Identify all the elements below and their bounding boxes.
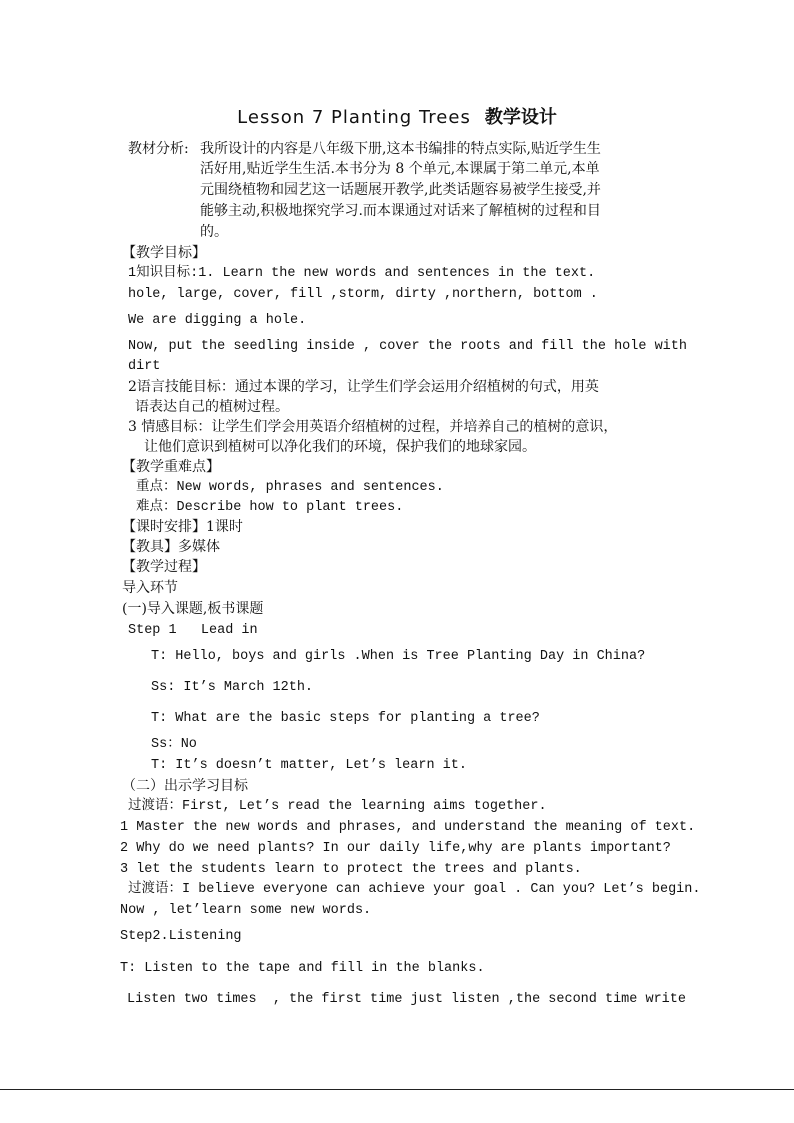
tools-label: 【教具】 <box>122 539 178 555</box>
title-chinese: 教学设计 <box>484 107 557 128</box>
objective-emotion-a: 3 情感目标：让学生们学会用英语介绍植树的过程，并培养自己的植树的意识， <box>128 419 618 435</box>
process-heading: 【教学过程】 <box>122 559 206 575</box>
objectives-heading: 【教学目标】 <box>122 245 206 261</box>
objective-emotion-b: 让他们意识到植树可以净化我们的环境，保护我们的地球家园。 <box>144 439 536 455</box>
objective-sentence-1: We are digging a hole. <box>128 313 307 328</box>
key-points-heading: 【教学重难点】 <box>122 459 220 475</box>
analysis-label: 教材分析: <box>128 141 189 157</box>
dialog-line-4: Ss：No <box>151 737 197 752</box>
transition-2b: Now , let’learn some new words. <box>120 903 372 918</box>
page-title <box>0 106 794 130</box>
step-2-note: Listen two times , the first time just listen ,the second time write <box>127 992 686 1007</box>
objective-knowledge: 1知识目标:1. Learn the new words and sentences in the text. <box>128 266 596 281</box>
transition-1: 过渡语：First, Let’s read the learning aims together. <box>128 799 547 814</box>
process-intro: 导入环节 <box>122 580 178 596</box>
step-1: Step 1 Lead in <box>128 623 258 638</box>
tools-row <box>122 538 220 556</box>
step-2-instruction: T: Listen to the tape and fill in the blanks. <box>120 961 485 976</box>
schedule-label: 【课时安排】 <box>122 519 206 535</box>
transition-2a: 过渡语：I believe everyone can achieve your goal . Can you? Let’s begin. <box>128 882 701 897</box>
footer-divider <box>0 1089 794 1090</box>
objective-words: hole, large, cover, fill ,storm, dirty ,northern, bottom . <box>128 287 598 302</box>
dialog-line-1: T: Hello, boys and girls .When is Tree Planting Day in China? <box>151 649 646 664</box>
analysis-line-1: 我所设计的内容是八年级下册,这本书编排的特点实际,贴近学生生 <box>200 141 601 157</box>
aim-2: 2 Why do we need plants? In our daily life,why are plants important? <box>120 841 671 856</box>
analysis-line-5: 的。 <box>200 224 228 240</box>
analysis-line-2: 活好用,贴近学生生活.本书分为 8 个单元,本课属于第二单元,本单 <box>200 161 600 177</box>
schedule-value: 1课时 <box>206 519 243 535</box>
dialog-line-5: T: It’s doesn’t matter, Let’s learn it. <box>151 758 467 773</box>
title-english: Lesson 7 Planting Trees <box>237 107 471 128</box>
dialog-line-2: Ss: It’s March 12th. <box>151 680 314 695</box>
objective-sentence-2a: Now, put the seedling inside , cover the roots and fill the hole with <box>128 339 687 354</box>
analysis-line-3: 元围绕植物和园艺这一话题展开教学,此类话题容易被学生接受,并 <box>200 182 601 198</box>
step-2: Step2.Listening <box>120 929 242 944</box>
objective-skill-a: 2语言技能目标：通过本课的学习，让学生们学会运用介绍植树的句式，用英 <box>128 379 599 395</box>
schedule-row <box>122 518 243 536</box>
key-point-difficulty: 难点：Describe how to plant trees. <box>136 500 404 515</box>
aim-3: 3 let the students learn to protect the trees and plants. <box>120 862 582 877</box>
process-sub-2: （二）出示学习目标 <box>122 778 248 794</box>
dialog-line-3: T: What are the basic steps for planting a tree? <box>151 711 540 726</box>
aim-1: 1 Master the new words and phrases, and understand the meaning of text. <box>120 820 696 835</box>
process-sub-1: (一)导入课题,板书课题 <box>122 601 264 617</box>
tools-value: 多媒体 <box>178 539 220 555</box>
objective-sentence-2b: dirt <box>128 359 161 374</box>
key-point-focus: 重点：New words, phrases and sentences. <box>136 480 444 495</box>
objective-skill-b: 语表达自己的植树过程。 <box>135 399 289 415</box>
analysis-line-4: 能够主动,积极地探究学习.而本课通过对话来了解植树的过程和目 <box>200 203 601 219</box>
